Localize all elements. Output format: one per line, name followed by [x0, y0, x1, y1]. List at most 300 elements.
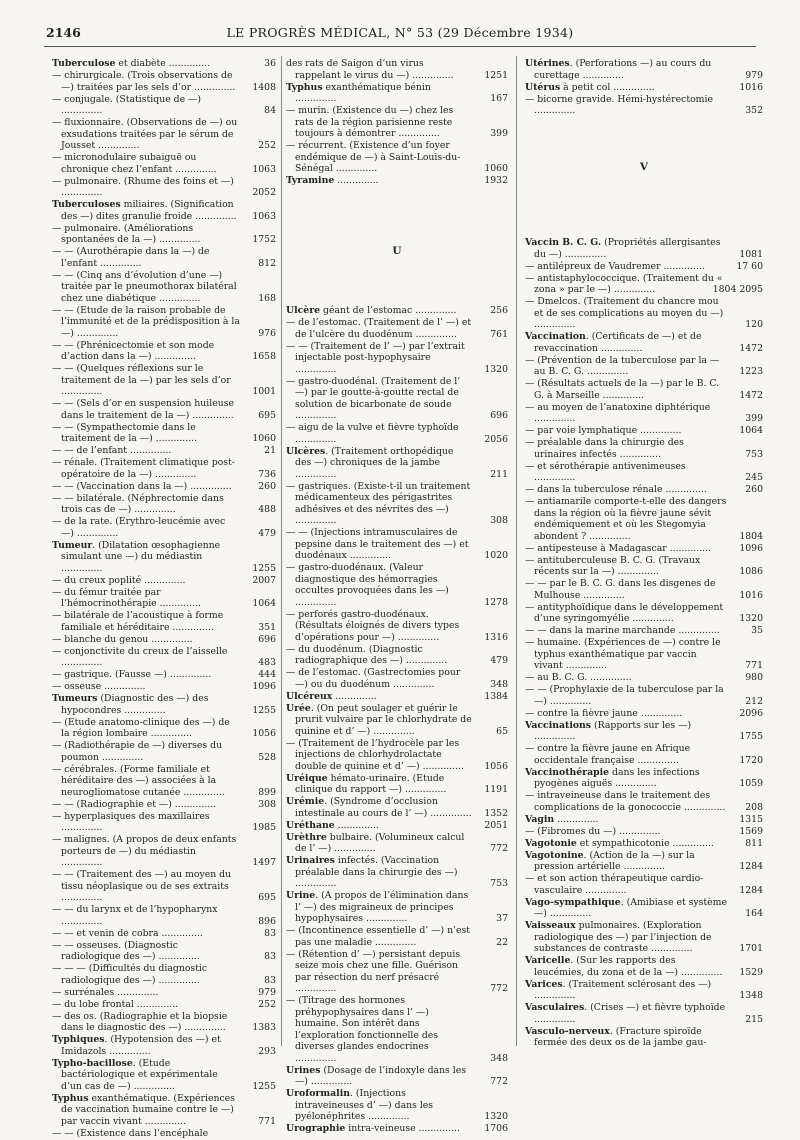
entry-text: — gastro-duodénal. (Traitement de l’ —) par le goutte-à-goutte rectal de solution de bicarbonate de soude ..............: [286, 375, 461, 421]
entry-text: . (Action de la —) sur la pression artérielle ..............: [534, 849, 695, 872]
entry-text: — hyperplasiques des maxillaires ..............: [52, 810, 210, 833]
entry-text: (Diagnostic des —) des hypocondres ..............: [61, 693, 209, 716]
index-entry: [52, 869, 276, 904]
entry-text: — préalable dans la chirurgie des urinaires infectés ..............: [525, 437, 684, 460]
entry-text: . (Etude bactériologique et expérimentale d’un cas de —) ..............: [61, 1057, 218, 1092]
entry-text: — pulmonaire. (Rhume des foins et —) ..............: [52, 175, 234, 198]
entry-headword: Vaccination: [525, 331, 586, 342]
entry-page-number: 771: [745, 660, 763, 671]
entry-text: exanthématique bénin ..............: [295, 81, 431, 104]
entry-headword: Tumeurs: [52, 693, 98, 704]
entry-headword: Urine: [286, 890, 316, 901]
entry-page-number: 348: [490, 678, 508, 690]
index-entry: [52, 1058, 276, 1093]
entry-headword: Urinaires: [286, 855, 335, 866]
entry-text: — antilépreux de Vaudremer ..............: [525, 260, 705, 272]
entry-text: — chirurgicale. (Trois observations de —) traitées par les sels d’or ..............: [52, 70, 236, 93]
index-entry: [52, 811, 276, 834]
entry-page-number: 120: [745, 319, 763, 330]
entry-headword: Vago-sympathique: [525, 896, 621, 908]
entry-text: — antistaphylococcique. (Traitement du « zona » par le —) ..............: [525, 272, 723, 295]
index-entry: [286, 481, 508, 527]
entry-page-number: 771: [258, 1115, 276, 1127]
entry-page-number: 1316: [484, 631, 508, 643]
entry-page-number: 1056: [484, 760, 508, 772]
entry-text: — (Titrage des hormones préhypophysaires dans l’ —) humaine. Son intérêt dans l’exploration fonctionnelle des diverses glandes endocrines ..............: [286, 995, 439, 1064]
index-entry: [286, 691, 508, 703]
index-entry: [52, 1128, 276, 1140]
index-entry: [52, 493, 276, 516]
index-entry: [525, 331, 763, 354]
entry-headword: Vaccinations: [525, 719, 592, 731]
entry-text: — cérébrales. (Forme familiale et héréditaire des —) associées à la neurogliomatose cutanée ..............: [52, 763, 225, 798]
entry-text: — humaine. (Expériences de —) contre le typhus exanthématique par vaccin vivant ..............: [525, 637, 721, 671]
entry-page-number: 736: [258, 468, 276, 480]
entry-text: — antityphoïdique dans le développement d’une syringomyélie ..............: [525, 601, 724, 624]
index-entry: [286, 667, 508, 690]
index-entry: [525, 461, 763, 484]
entry-text: — de l’estomac. (Gastrectomies pour —) ou du duodénum ..............: [286, 667, 461, 690]
entry-page-number: 1255: [252, 704, 276, 716]
entry-text: miliaires. (Signification des —) dites granulie froide ..............: [61, 199, 237, 222]
page-header: [44, 22, 756, 47]
entry-text: — micronodulaire subaiguë ou chronique chez l’enfant ..............: [52, 152, 217, 175]
index-entry: [52, 999, 276, 1011]
entry-text: — du fémur traitée par l’hémocrinothérapie ..............: [52, 586, 202, 609]
entry-page-number: 164: [745, 908, 763, 919]
index-entry: [52, 717, 276, 740]
entry-text: — — de l’enfant ..............: [52, 445, 172, 456]
index-entry: [525, 378, 763, 401]
entry-page-number: 17 60: [736, 260, 763, 272]
index-entry: [52, 70, 276, 93]
entry-text: — gastrique. (Fausse —) ..............: [52, 669, 212, 680]
entry-page-number: 256: [490, 305, 508, 316]
entry-page-number: 1063: [252, 210, 276, 222]
entry-page-number: 252: [258, 998, 276, 1010]
entry-text: — (Traitement de l’hydrocèle par les injections de chlorhydrolactate double de quinine et d’ —) ..............: [286, 737, 464, 772]
index-entry: [286, 820, 508, 832]
entry-page-number: 1701: [739, 943, 763, 954]
entry-text: et sympathicotonie ..............: [576, 837, 714, 849]
entry-text: — au B. C. G. ..............: [525, 672, 632, 683]
index-entry: [52, 834, 276, 869]
entry-page-number: 1985: [252, 822, 276, 833]
index-entry: [286, 446, 508, 481]
entry-page-number: 761: [490, 328, 508, 340]
entry-text: ..............: [332, 690, 377, 702]
index-entry: [286, 105, 508, 140]
entry-page-number: 1752: [252, 234, 276, 245]
entry-text: — — (Prophylaxie de la tuberculose par la —) ..............: [525, 684, 724, 707]
entry-page-number: 1706: [484, 1123, 508, 1134]
entry-text: — — (Vaccination dans la —) ..............: [52, 480, 232, 492]
entry-text: des rats de Saigon d’un virus rappelant le virus du —) ..............: [286, 58, 454, 81]
entry-text: — antiamarile comporte-t-elle des dangers dans la région où la fièvre jaune sévit endémiquement et où les Stegomyia abondent ? ..............: [525, 496, 727, 542]
entry-text: — Dmelcos. (Traitement du chancre mou et de ses complications au moyen du —) ..............: [525, 296, 724, 330]
entry-text: — (Radiothérapie de —) diverses du poumon ..............: [52, 740, 223, 763]
entry-headword: Ulcère: [286, 305, 321, 316]
index-entry: [525, 720, 763, 743]
index-entry: [525, 873, 763, 896]
entry-page-number: 812: [258, 257, 276, 269]
index-entry: [525, 814, 763, 826]
index-entry: [286, 773, 508, 796]
entry-text: — et son action thérapeutique cardio-vasculaire ..............: [525, 873, 704, 896]
index-entry: [286, 317, 508, 340]
entry-text: infectés. (Vaccination préalable dans la chirurgie des —) ..............: [295, 855, 458, 889]
section-spacer: [525, 173, 763, 237]
entry-page-number: 35: [751, 625, 763, 636]
entry-page-number: 2052: [252, 187, 276, 198]
entry-text: — malignes. (A propos de deux enfants porteurs de —) du médiastin ..............: [52, 834, 237, 868]
index-entry: [52, 799, 276, 811]
entry-page-number: 811: [745, 837, 763, 849]
entry-text: . (Dilatation œsophagienne simulant une —) du médiastin ..............: [61, 539, 221, 574]
entry-headword: Vagin: [525, 813, 555, 825]
index-entry: [525, 708, 763, 720]
entry-page-number: 1320: [484, 1111, 508, 1122]
entry-text: — de la rate. (Erythro-leucémie avec —) ..............: [52, 516, 226, 539]
index-entry: [52, 904, 276, 927]
entry-text: hémato-urinaire. (Etude clinique du rapport —) ..............: [295, 772, 447, 795]
index-entry: [286, 1123, 508, 1135]
entry-text: — dans la tuberculose rénale ..............: [525, 484, 707, 495]
entry-text: . (Sur les rapports des leucémies, du zona et de la —) ..............: [534, 955, 723, 978]
entry-text: — murin. (Existence du —) chez les rats de la région parisienne reste toujours à démontrer ..............: [286, 105, 454, 139]
index-entry: [525, 684, 763, 707]
entry-text: . (Hypotension des —) et Imidazols ..............: [61, 1034, 221, 1057]
entry-text: — du duodénum. (Diagnostic radiographique des —) ..............: [286, 643, 448, 666]
entry-page-number: 1352: [484, 807, 508, 819]
entry-text: — — et venin de cobra ..............: [52, 927, 203, 939]
entry-page-number: 2056: [484, 433, 508, 445]
entry-text: . (Certificats de —) et de revaccination ..............: [534, 331, 702, 354]
entry-page-number: 753: [745, 448, 763, 460]
entry-text: — (Etude anatomo-clinique des —) de la région lombaire ..............: [52, 716, 230, 739]
entry-text: . (Traitement orthopédique des —) chroniques de la jambe ..............: [295, 445, 454, 480]
entry-page-number: 1064: [252, 598, 276, 609]
entry-page-number: 1383: [252, 1022, 276, 1033]
entry-text: — contre la fièvre jaune ..............: [525, 707, 683, 719]
entry-text: géant de l’estomac ..............: [320, 305, 457, 316]
entry-text: — de l’estomac. (Traitement de l’ —) et de l’ulcère du duodénum ..............: [286, 317, 472, 340]
index-entry: [525, 355, 763, 378]
entry-page-number: 980: [745, 672, 763, 683]
index-entry: [52, 540, 276, 575]
journal-title: LE PROGRÈS MÉDICAL, N° 53 (29 Décembre 1934): [226, 25, 574, 40]
entry-text: — conjugale. (Statistique de —) ..............: [52, 93, 201, 116]
index-entry: [286, 422, 508, 445]
index-entry: [525, 261, 763, 273]
entry-text: ..............: [554, 813, 599, 825]
index-entry: [52, 740, 276, 763]
entry-page-number: 352: [745, 105, 763, 116]
section-letter: U: [392, 245, 402, 257]
index-entry: [286, 527, 508, 562]
entry-text: — — par le B. C. G. dans les disgenes de Mulhouse ..............: [525, 578, 716, 601]
entry-page-number: 1191: [484, 784, 508, 795]
index-entry: [286, 305, 508, 317]
entry-headword: Urémie: [286, 796, 325, 807]
entry-page-number: 528: [258, 751, 276, 763]
entry-page-number: 399: [490, 128, 508, 139]
entry-page-number: 21: [264, 445, 276, 456]
index-entry: [52, 457, 276, 480]
entry-text: — — (Traitement des —) au moyen du tissu néoplasique ou de ses extraits ..............: [52, 869, 232, 903]
entry-page-number: 696: [258, 633, 276, 645]
entry-page-number: 976: [258, 327, 276, 339]
entry-text: . (Fracture spiroïde fermée des deux os de la jambe gau-: [534, 1025, 707, 1048]
entry-page-number: 696: [490, 410, 508, 421]
index-entry: [286, 1088, 508, 1123]
entry-page-number: 1278: [484, 596, 508, 608]
index-entry: [52, 422, 276, 445]
index-entry: [525, 1026, 763, 1049]
entry-text: — surrénales ..............: [52, 986, 159, 998]
index-column-2: [286, 58, 508, 1135]
entry-text: bulbaire. (Volumineux calcul de l’ —) ..............: [295, 831, 465, 854]
entry-page-number: 2051: [484, 819, 508, 831]
entry-page-number: 1320: [739, 613, 763, 624]
index-entry: [286, 175, 508, 187]
index-entry: [52, 223, 276, 246]
entry-text: exanthématique. (Expériences de vaccination humaine contre le —) par vaccin vivant ..............: [61, 1092, 235, 1127]
entry-text: — (Prévention de la tuberculose par la — au B. C. G. ..............: [525, 354, 720, 377]
entry-page-number: 753: [490, 878, 508, 889]
entry-text: (Propriétés allergisantes du —) ..............: [534, 237, 721, 260]
entry-text: — (Incontinence essentielle d’ —) n’est pas une maladie ..............: [286, 925, 471, 948]
index-entry: [286, 609, 508, 644]
index-entry: [525, 437, 763, 460]
index-entry: [286, 995, 508, 1064]
entry-text: . (Crises —) et fièvre typhoïde ..............: [534, 1002, 726, 1025]
entry-page-number: 1001: [252, 386, 276, 397]
entry-text: — bilatérale de l’acoustique à forme familiale et héréditaire ..............: [52, 610, 224, 633]
entry-page-number: 1529: [739, 966, 763, 978]
index-entry: [52, 305, 276, 340]
entry-headword: Utérus: [525, 81, 561, 93]
entry-text: — — (Phrénicectomie et son mode d’action dans la —) ..............: [52, 339, 215, 362]
entry-page-number: 1658: [252, 351, 276, 362]
index-entry: [52, 634, 276, 646]
entry-page-number: 37: [496, 913, 508, 924]
entry-text: — — osseuses. (Diagnostic radiologique des —) ..............: [52, 939, 200, 962]
index-entry: [52, 987, 276, 999]
index-entry: [52, 445, 276, 457]
entry-page-number: 979: [258, 986, 276, 998]
entry-page-number: 1284: [739, 884, 763, 896]
index-entry: [286, 796, 508, 819]
entry-page-number: 1060: [252, 433, 276, 444]
entry-page-number: 215: [745, 1013, 763, 1025]
entry-page-number: 36: [264, 58, 276, 69]
index-entry: [525, 296, 763, 331]
entry-text: . (Traitement sclérosant des —) ..............: [534, 978, 712, 1001]
index-entry: [525, 578, 763, 601]
index-entry: [286, 855, 508, 890]
entry-text: . (Injections intraveineuses d’ —) dans les pyélonéphrites ..............: [295, 1088, 434, 1122]
entry-page-number: 479: [490, 655, 508, 666]
index-entry: [52, 963, 276, 986]
entry-headword: Typhiques: [52, 1034, 105, 1045]
index-entry: [286, 562, 508, 608]
index-entry: [52, 693, 276, 716]
entry-text: — bicorne gravide. Hémi-hystérectomie ..............: [525, 93, 713, 116]
entry-text: — des os. (Radiographie et la biopsie dans le diagnostic des —) ..............: [52, 1010, 228, 1033]
column-divider: [281, 56, 282, 1046]
index-entry: [286, 58, 508, 81]
section-spacer: [525, 117, 763, 161]
entry-text: — — (Quelques réflexions sur le traitement de la —) par les sels d’or ..............: [52, 363, 231, 397]
entry-page-number: 488: [258, 504, 276, 515]
entry-text: — — bilatérale. (Néphrectomie dans trois cas de —) ..............: [52, 492, 224, 515]
entry-text: — — du larynx et de l’hypopharynx ..............: [52, 904, 218, 927]
entry-page-number: 695: [258, 892, 276, 903]
entry-page-number: 1096: [252, 681, 276, 692]
entry-page-number: 1223: [739, 366, 763, 377]
index-entry: [525, 543, 763, 555]
entry-page-number: 1348: [739, 990, 763, 1001]
entry-page-number: 1755: [739, 731, 763, 742]
index-entry: [286, 341, 508, 376]
entry-text: — — (Existence dans l’encéphale: [52, 1127, 209, 1139]
index-entry: [52, 398, 276, 421]
index-entry: [286, 82, 508, 105]
page-number: 2146: [46, 25, 81, 40]
entry-headword: Tumeur: [52, 539, 93, 551]
entry-headword: Ulcéreux: [286, 690, 333, 702]
entry-headword: Vaccin B. C. G.: [525, 237, 602, 248]
entry-page-number: 212: [745, 695, 763, 707]
section-letter: V: [639, 161, 649, 173]
entry-text: — blanche du genou ..............: [52, 633, 193, 645]
entry-page-number: 1063: [252, 163, 276, 175]
index-entry: [525, 767, 763, 790]
index-entry: [525, 637, 763, 672]
entry-page-number: 1472: [739, 389, 763, 401]
entry-page-number: 211: [490, 468, 508, 480]
entry-headword: Typhus: [52, 1092, 89, 1104]
entry-page-number: 308: [490, 515, 508, 526]
index-column-3: [525, 58, 763, 1049]
entry-text: — — (Aurothérapie dans la —) de l’enfant ..............: [52, 246, 210, 269]
entry-text: . (Amibiase et système —) ..............: [534, 896, 727, 919]
entry-headword: Vasculo-nerveux: [525, 1025, 610, 1037]
entry-text: — aigu de la vulve et fièvre typhoïde ..............: [286, 422, 459, 445]
index-entry: [286, 140, 508, 175]
entry-headword: Tuberculoses: [52, 199, 121, 210]
index-entry: [52, 1011, 276, 1034]
index-entry: [525, 826, 763, 838]
entry-page-number: 260: [745, 484, 763, 495]
index-entry: [525, 955, 763, 978]
index-entry: [525, 979, 763, 1002]
entry-text: — (Résultats actuels de la —) par le B. C. G. à Marseille ..............: [525, 378, 720, 401]
index-entry: [52, 587, 276, 610]
entry-page-number: 2096: [739, 707, 763, 719]
entry-page-number: 399: [745, 413, 763, 424]
entry-text: — (Rétention d’ —) persistant depuis seize mois chez une fille. Guérison par résection du nerf présacré ..............: [286, 948, 461, 994]
index-entry: [525, 237, 763, 260]
entry-text: — perforés gastro-duodénaux. (Résultats éloignés de divers types d’opérations pour —) ..............: [286, 608, 460, 643]
index-entry: [525, 672, 763, 684]
entry-text: — fluxionnaire. (Observations de —) ou exsudations traitées par le sérum de Jousset ..............: [52, 117, 238, 151]
entry-text: . (Syndrome d’occlusion intestinale au cours de l’ —) ..............: [295, 796, 472, 819]
entry-text: — — (Etude de la raison probable de l’immunité et de la prédisposition à la —) ..............: [52, 304, 240, 339]
entry-page-number: 1804 2095: [712, 284, 763, 295]
entry-page-number: 1060: [484, 163, 508, 174]
entry-headword: Vagotonine: [525, 849, 584, 861]
entry-text: — pulmonaire. (Améliorations spontanées de la —) ..............: [52, 222, 201, 245]
index-entry: [525, 58, 763, 81]
index-entry: [525, 402, 763, 425]
index-entry: [286, 832, 508, 855]
index-entry: [286, 1065, 508, 1088]
entry-page-number: 208: [745, 801, 763, 813]
entry-text: intra-veineuse ..............: [345, 1123, 460, 1134]
entry-text: — — (Injections intramusculaires de pepsine dans le traitement des —) et duodénaux ..............: [286, 527, 469, 561]
index-entry: [52, 363, 276, 398]
entry-text: — contre la fièvre jaune en Afrique occidentale française ..............: [525, 743, 691, 766]
entry-text: dans les infections pyogènes aiguës ..............: [534, 766, 700, 789]
index-entry: [286, 703, 508, 738]
entry-text: — — (Sympathectomie dans le traitement de la —) ..............: [52, 421, 198, 444]
entry-page-number: 83: [264, 974, 276, 986]
entry-text: — — — (Difficultés du diagnostic radiologique des —) ..............: [52, 963, 208, 986]
index-entry: [525, 602, 763, 625]
entry-page-number: 168: [258, 292, 276, 304]
entry-headword: Tuberculose: [52, 58, 116, 69]
index-entry: [525, 790, 763, 813]
index-entry: [525, 743, 763, 766]
column-divider: [516, 56, 517, 1046]
entry-text: (Dosage de l’indoxyle dans les —) ..............: [295, 1064, 467, 1087]
entry-page-number: 483: [258, 657, 276, 668]
entry-page-number: 65: [496, 725, 508, 737]
entry-text: à petit col ..............: [560, 81, 655, 93]
index-entry: [52, 246, 276, 269]
entry-text: — par voie lymphatique ..............: [525, 425, 682, 436]
entry-page-number: 351: [258, 621, 276, 633]
index-entry: [525, 82, 763, 94]
index-entry: [286, 925, 508, 948]
entry-page-number: 252: [258, 140, 276, 151]
index-entry: [525, 496, 763, 542]
index-entry: [52, 1093, 276, 1128]
entry-page-number: 1059: [739, 778, 763, 789]
entry-page-number: 348: [490, 1052, 508, 1064]
section-spacer: [286, 187, 508, 245]
index-entry: [52, 340, 276, 363]
entry-page-number: 83: [264, 951, 276, 962]
entry-text: — et sérothérapie antivenimeuses ..............: [525, 460, 686, 483]
entry-page-number: 1056: [252, 728, 276, 739]
index-entry: [52, 1034, 276, 1057]
entry-headword: Typho-bacillose: [52, 1057, 133, 1069]
entry-page-number: 1016: [739, 81, 763, 93]
entry-headword: Typhus: [286, 81, 323, 93]
index-entry: [525, 555, 763, 578]
entry-page-number: 1284: [739, 861, 763, 872]
index-entry: [52, 516, 276, 539]
entry-headword: Varicelle: [525, 955, 571, 966]
index-entry: [52, 152, 276, 175]
entry-text: . (On peut soulager et guérir le prurit vulvaire par le chlorhydrate de quinine et d’ —) ..............: [295, 702, 472, 737]
entry-page-number: 1320: [484, 363, 508, 375]
entry-headword: Tyramine: [286, 175, 335, 186]
index-entry: [286, 376, 508, 422]
